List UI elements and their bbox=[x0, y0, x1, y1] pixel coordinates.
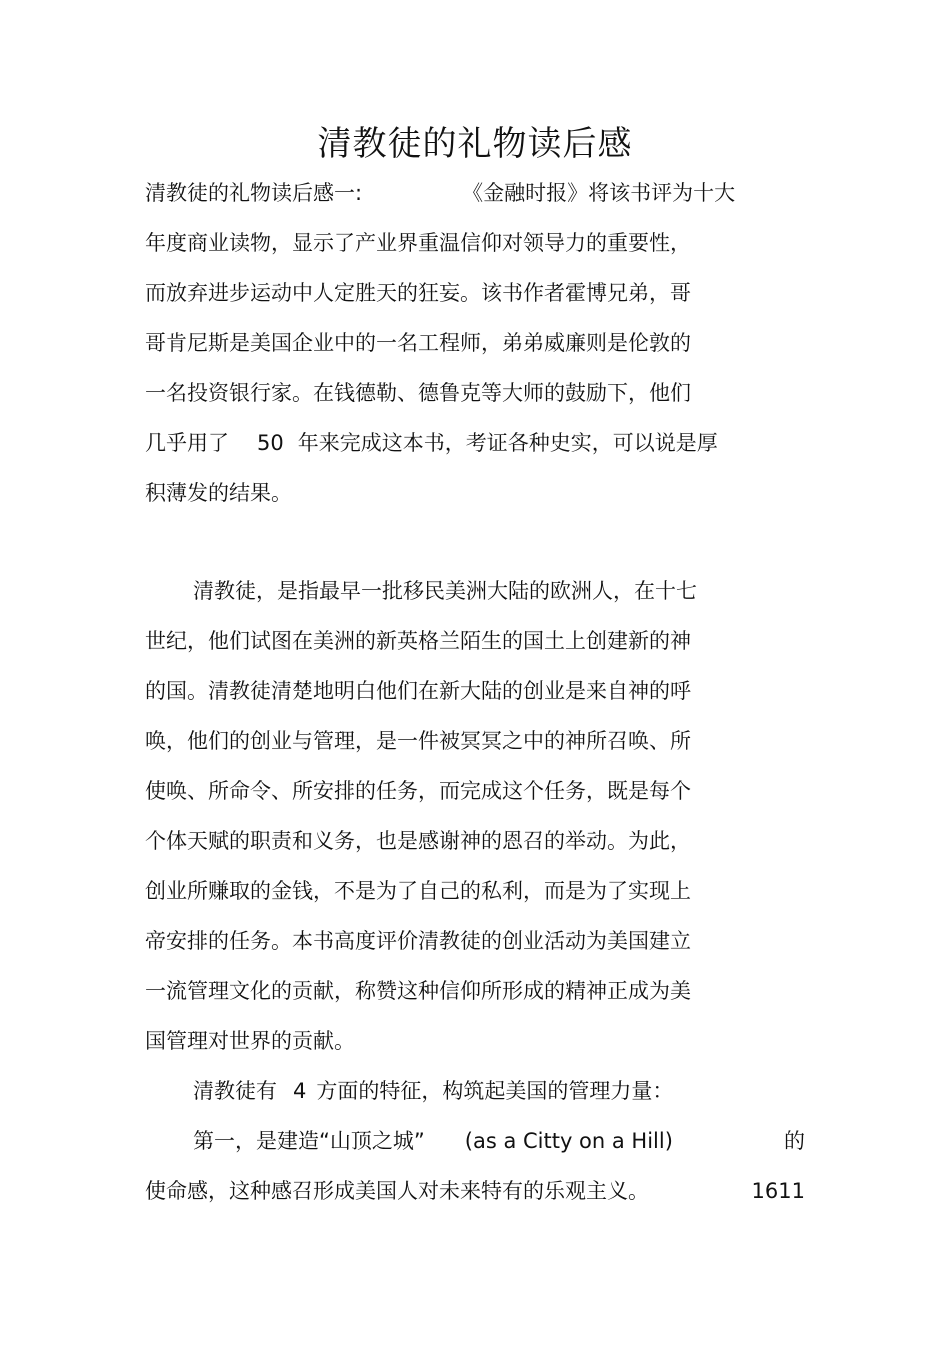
text-line bbox=[145, 428, 718, 458]
text-line: 使唤、所命令、所安排的任务，而完成这个任务，既是每个 bbox=[145, 779, 691, 803]
text-line: 年度商业读物，显示了产业界重温信仰对领导力的重要性， bbox=[145, 231, 691, 255]
number-span: 50 bbox=[257, 431, 284, 455]
text-line: 世纪，他们试图在美洲的新英格兰陌生的国土上创建新的神 bbox=[145, 629, 691, 653]
english-span: (as a Citty on a Hill) bbox=[464, 1129, 673, 1153]
text-span: 年来完成这本书，考证各种史实，可以说是厚 bbox=[297, 431, 718, 455]
text-line bbox=[193, 1126, 805, 1156]
text-line: 创业所赚取的金钱，不是为了自己的私利，而是为了实现上 bbox=[145, 879, 691, 903]
number-span: 4 bbox=[293, 1079, 307, 1103]
text-span: 几乎用了 bbox=[145, 431, 229, 455]
intro-text: 《金融时报》将该书评为十大 bbox=[462, 181, 736, 205]
text-span: 方面的特征，构筑起美国的管理力量： bbox=[316, 1079, 674, 1103]
text-line: 唤，他们的创业与管理，是一件被冥冥之中的神所召唤、所 bbox=[145, 729, 691, 753]
text-line: 帝安排的任务。本书高度评价清教徒的创业活动为美国建立 bbox=[145, 929, 691, 953]
text-line: 哥肯尼斯是美国企业中的一名工程师，弟弟威廉则是伦敦的 bbox=[145, 331, 691, 355]
text-line bbox=[193, 1076, 673, 1106]
text-line: 的国。清教徒清楚地明白他们在新大陆的创业是来自神的呼 bbox=[145, 679, 691, 703]
text-line: 一流管理文化的贡献，称赞这种信仰所形成的精神正成为美 bbox=[145, 979, 691, 1003]
text-line: 而放弃进步运动中人定胜天的狂妄。该书作者霍博兄弟，哥 bbox=[145, 281, 691, 305]
text-line: 清教徒，是指最早一批移民美洲大陆的欧洲人，在十七 bbox=[193, 579, 697, 603]
text-span: 清教徒有 bbox=[193, 1079, 277, 1103]
text-line: 个体天赋的职责和义务，也是感谢神的恩召的举动。为此， bbox=[145, 829, 691, 853]
text-span: 使命感，这种感召形成美国人对未来特有的乐观主义。 bbox=[145, 1179, 649, 1203]
document-title: 清教徒的礼物读后感 bbox=[317, 124, 633, 164]
number-span: 1611 bbox=[751, 1179, 805, 1203]
text-span: 第一，是建造“山顶之城” bbox=[193, 1129, 425, 1153]
text-line bbox=[145, 1176, 805, 1206]
text-line: 积薄发的结果。 bbox=[145, 481, 292, 505]
text-span: 的 bbox=[784, 1129, 805, 1153]
text-line: 国管理对世界的贡献。 bbox=[145, 1029, 355, 1053]
text-line: 一名投资银行家。在钱德勒、德鲁克等大师的鼓励下，他们 bbox=[145, 381, 691, 405]
intro-label: 清教徒的礼物读后感一: bbox=[145, 181, 363, 205]
intro-line bbox=[145, 178, 735, 208]
